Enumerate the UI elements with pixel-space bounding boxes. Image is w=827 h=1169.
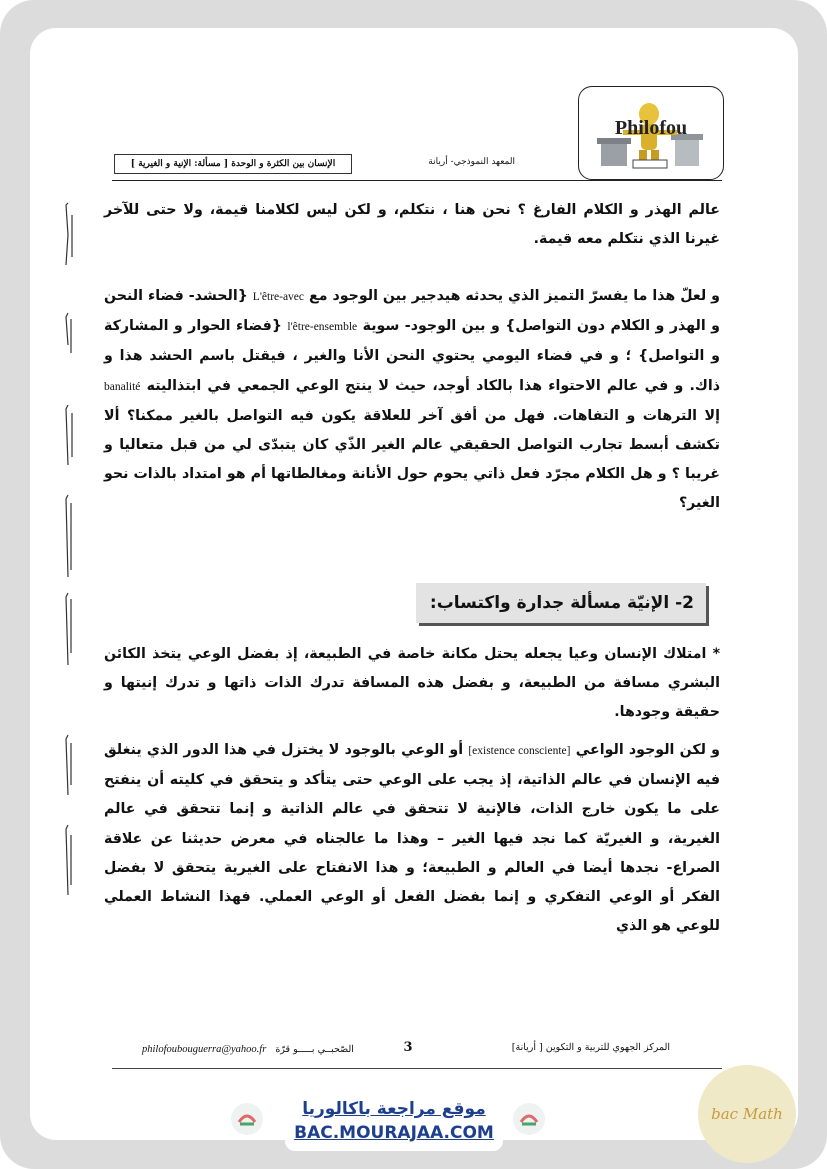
footer-author	[142, 1044, 392, 1055]
watermark-logo-icon	[512, 1102, 546, 1136]
p4-part-b: أو الوعي بالوجود لا يختزل في هذا الدور الذي ينغلق فيه الإنسان في عالم الذاتية، إذ يجب على الوعي حتى يتأكد و يتحقق في كليته أن ينفتح على ما يكون خارج الذات، فالإنية لا تتحقق في عالم الذاتية و إنما تتحقق في عالم الغيرية، و الغيريّة كما نجد فيها الغير – وهذا ما عالجناه في معرض حديثنا عن علاقة الصراع- نجدها أيضا في العالم و الطبيعة؛ و هذا الانفتاح على الغيرية يتحقق لا بفضل الفكر أو الوعي التفكري و إنما بفضل الفعل أو الوعي العملي. فهذا النشاط العملي للوعي هو الذي	[104, 742, 720, 935]
svg-text:Philofou: Philofou	[614, 117, 688, 139]
author-name: الصّحبــي بـــــو قرّة	[275, 1044, 354, 1055]
p2-french-term-3: banalité	[104, 380, 141, 393]
margin-marks	[62, 195, 92, 915]
paragraph-3	[104, 640, 720, 728]
header-divider	[112, 180, 722, 181]
page-number: 3	[403, 1040, 413, 1055]
paragraph-3-text: * امتلاك الإنسان وعيا يجعله يحتل مكانة خاصة في الطبيعة، إذ بفضل الوعي يتخذ الكائن البشري مسافة من الطبيعة، و بفضل هذه المسافة تدرك الذات ذاتها و تدرك إنيتها و حقيقة وجودها.	[104, 646, 720, 721]
p2-french-term-2: l'être-ensemble	[287, 321, 358, 334]
p2-part-b: {الحشد- فضاء النحن و الهذر و الكلام دون التواصل} و بين الوجود- سوية	[104, 288, 720, 335]
paragraph-2	[104, 282, 720, 519]
watermark-logo-icon	[230, 1102, 264, 1136]
p2-part-c: {فضاء الحوار و المشاركة و التواصل} ؛ و في فضاء اليومي يحتوي النحن الأنا والغير ، فيقتل باسم الحشد هذا و ذاك. و في عالم الاحتواء هذا بالكاد أوجد، حيث لا ينتج الوعي الجمعي في ابتذاليته	[104, 318, 720, 394]
header-school: المعهد النموذجي- أريانة	[428, 157, 515, 167]
paragraph-1-text: عالم الهذر و الكلام الفارغ ؟ نحن هنا ، نتكلم، و لكن ليس لكلامنا قيمة، ولا حتى للآخر غيرنا الذي نتكلم معه قيمة.	[104, 202, 720, 248]
paragraph-4	[104, 736, 720, 941]
p2-french-term-1: L'être-avec	[252, 291, 305, 303]
footer-institution: المركز الجهوي للتربية و التكوين [ أريانة]	[511, 1042, 670, 1053]
p2-part-a: و لعلّ هذا ما يفسرّ التميز الذي يحدثه هيدجير بين الوجود مع	[309, 288, 720, 304]
author-email: philofoubouguerra@yahoo.fr	[142, 1044, 267, 1055]
footer-divider	[112, 1068, 722, 1069]
p4-french-term: [existence consciente]	[468, 745, 571, 757]
section-heading: 2- الإنيّة مسألة جدارة واكتساب:	[416, 583, 706, 623]
watermark-url[interactable]: BAC.MOURAJAA.COM	[294, 1123, 494, 1143]
header-topic: الإنسان بين الكثرة و الوحدة [ مسألة: الإنية و الغيرية ]	[114, 154, 352, 174]
watermark-arabic[interactable]: موقع مراجعة باكالوريا	[302, 1099, 486, 1119]
watermark-banner[interactable]	[285, 1097, 503, 1151]
paragraph-2-text	[104, 282, 720, 519]
p4-part-a: و لكن الوجود الواعي	[575, 742, 720, 758]
bacmath-badge: bac Math	[698, 1065, 796, 1163]
paragraph-1	[104, 196, 720, 254]
p2-part-d: إلا الترهات و التفاهات. فهل من أفق آخر للعلاقة يكون فيه التواصل بالغير ممكنا؟ ألا تكشف أبسط تجارب التواصل الحقيقي عالم الغير الذّي كان يتبدّى لي من قبل متعاليا و غريبا ؟ و هل الكلام مجرّد فعل ذاتي يحوم حول الأنانة ومغالطاتها أم هو امتداد بالذات نحو الغير؟	[104, 407, 720, 512]
philofou-logo	[578, 86, 724, 180]
paragraph-4-text	[104, 736, 720, 941]
